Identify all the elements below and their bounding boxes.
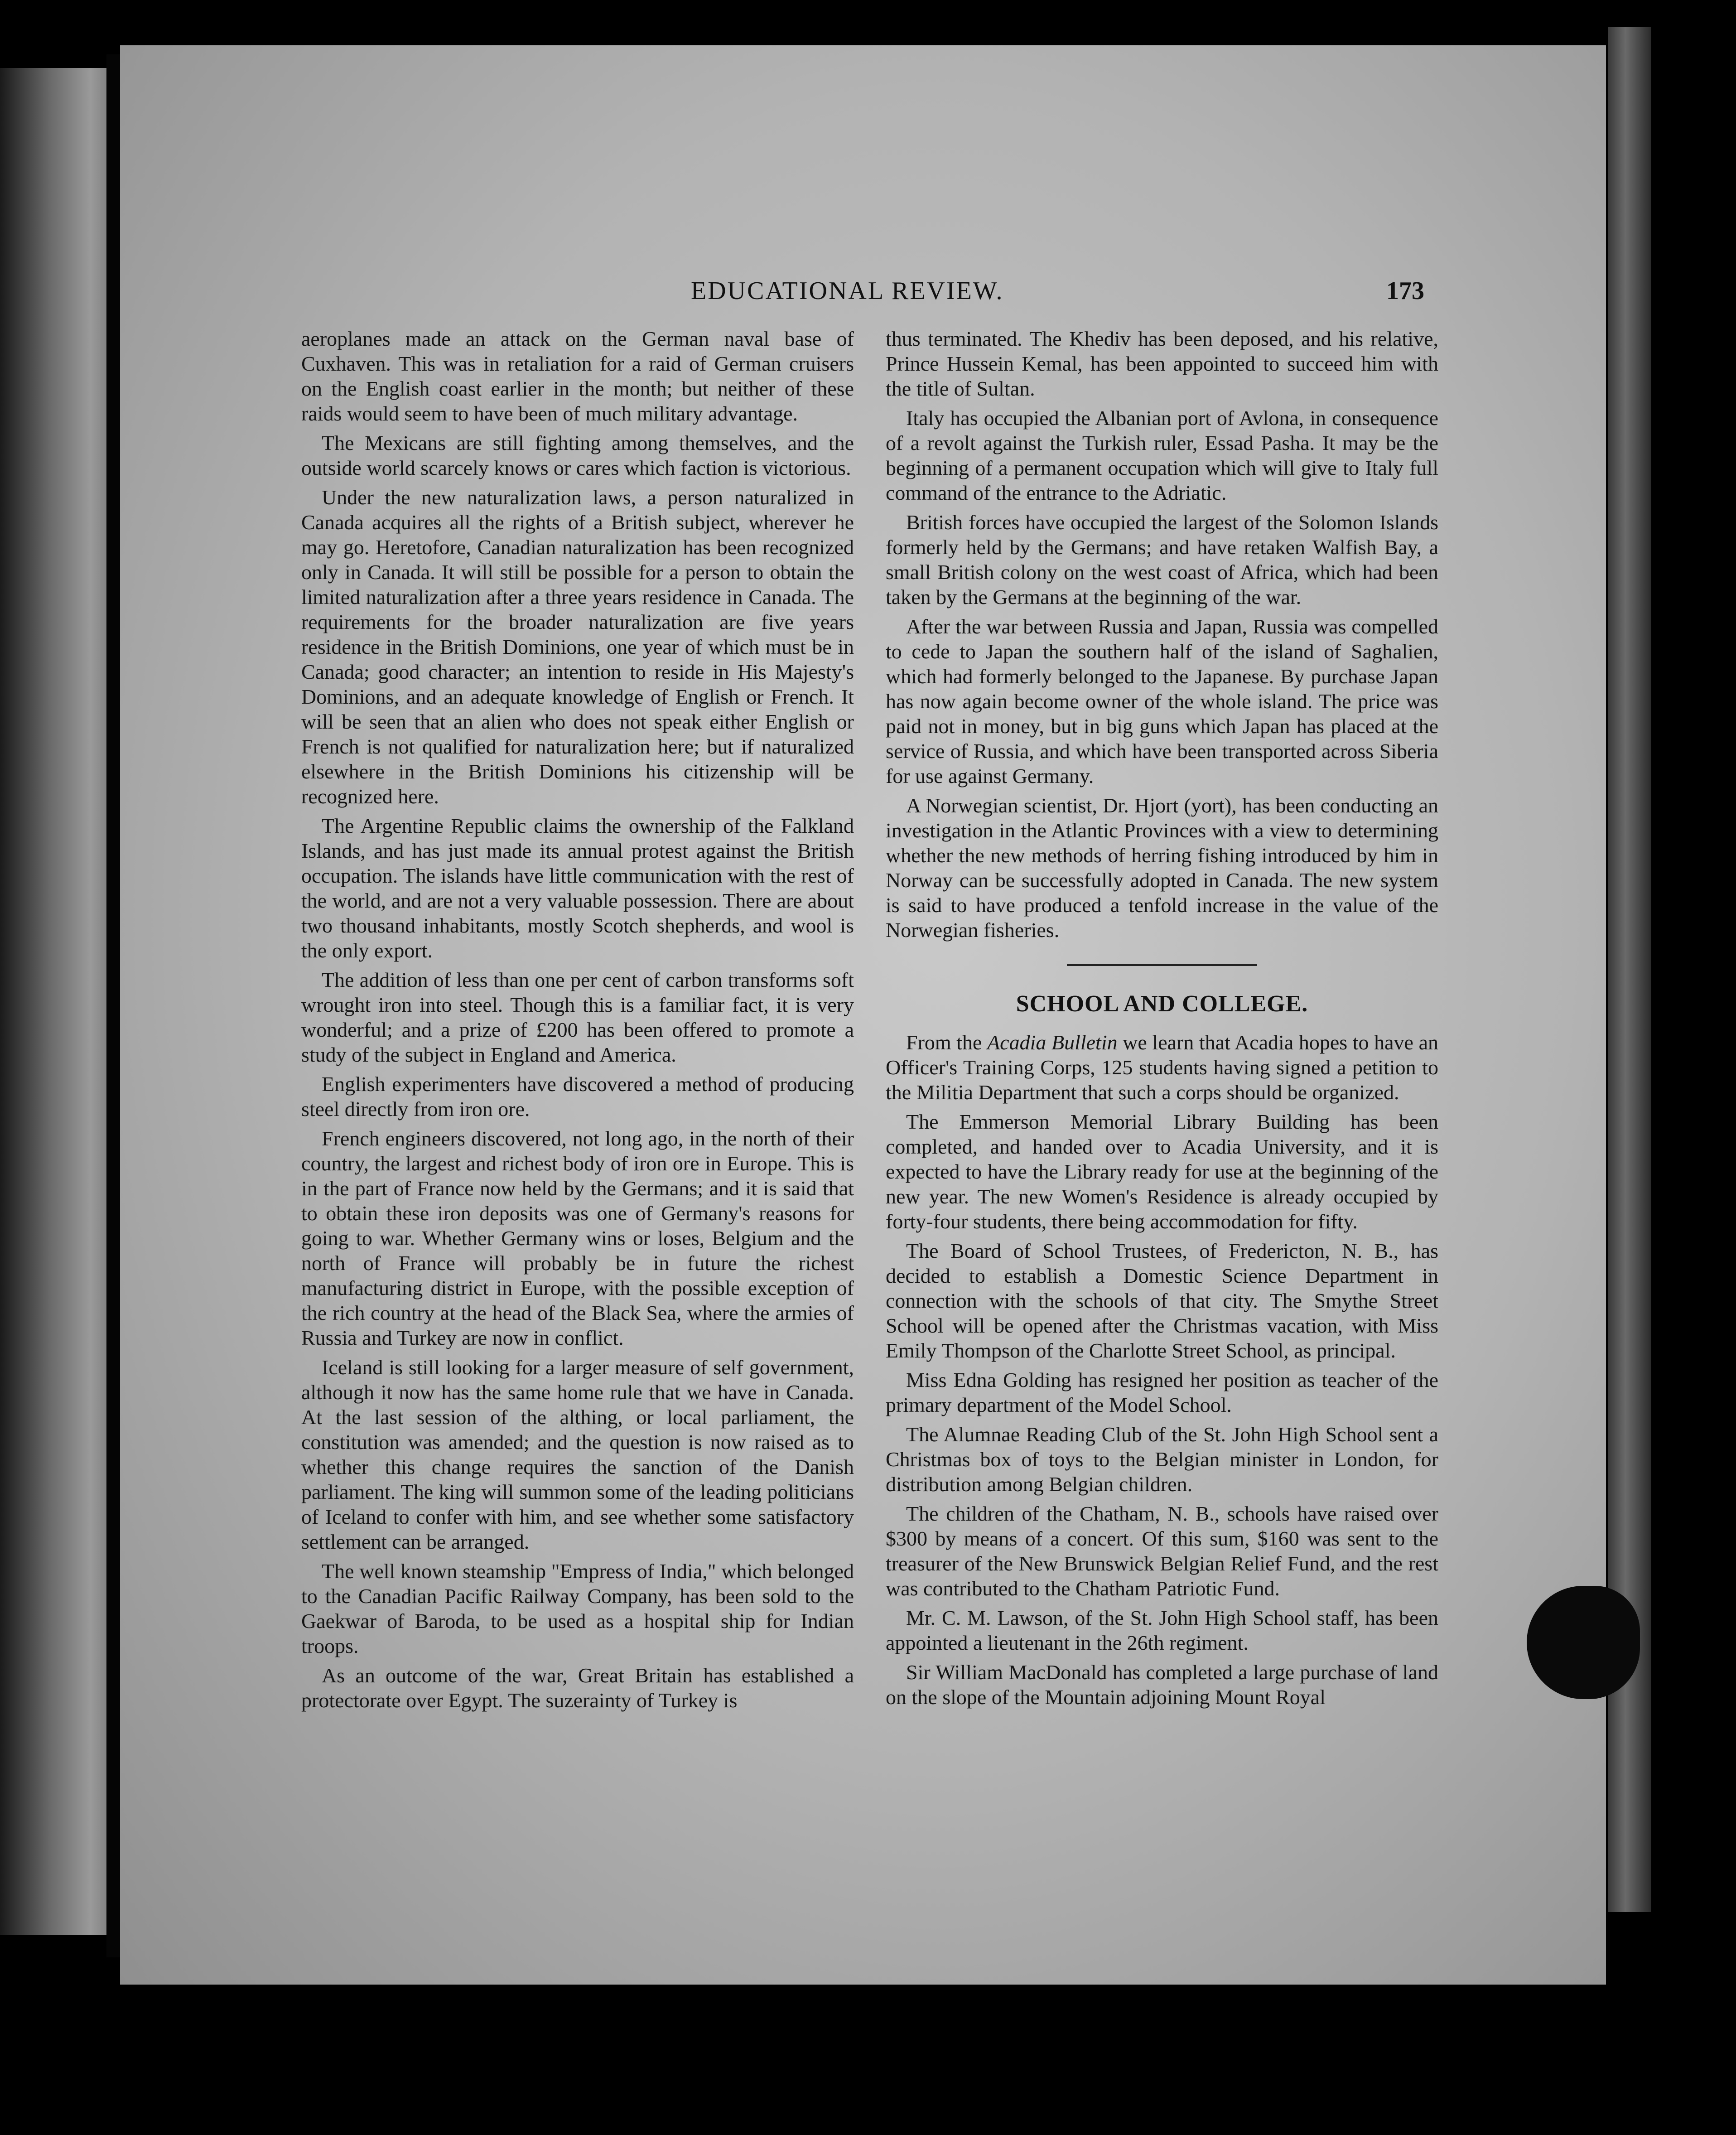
paragraph: The Argentine Republic claims the ownership of the Falkland Islands, and has just made its annual protest against the British occupation. The islands have little communication with the rest of the world, and are not a very valuable possession. There are about two thousand inhabitants, mostly Scotch shepherds, and wool is the only export. bbox=[301, 814, 854, 962]
paragraph: Miss Edna Golding has resigned her position as teacher of the primary department of the Model School. bbox=[886, 1368, 1438, 1416]
facing-page-edge bbox=[0, 68, 113, 1935]
page-number: 173 bbox=[1386, 277, 1424, 305]
paragraph: The well known steamship "Empress of India," which belonged to the Canadian Pacific Railway Company, has been sold to the Gaekwar of Baroda, to be used as a hospital ship for Indian troops. bbox=[301, 1560, 854, 1657]
right-column bbox=[886, 326, 1438, 1921]
paragraph: The Alumnae Reading Club of the St. John High School sent a Christmas box of toys to the Belgian minister in London, for distribution among Belgian children. bbox=[886, 1423, 1438, 1496]
paragraph: thus terminated. The Khediv has been deposed, and his relative, Prince Hussein Kemal, has been appointed to succeed him with the title of Sultan. bbox=[886, 327, 1438, 400]
paragraph: aeroplanes made an attack on the German naval base of Cuxhaven. This was in retaliation for a raid of German cruisers on the English coast earlier in the month; but neither of these raids would seem to have been of much military advantage. bbox=[301, 327, 854, 425]
paragraph bbox=[886, 1030, 1438, 1105]
paragraph: The Mexicans are still fighting among themselves, and the outside world scarcely knows or cares which faction is victorious. bbox=[301, 431, 854, 479]
paragraph: French engineers discovered, not long ago, in the north of their country, the largest and richest body of iron ore in Europe. This is in the part of France now held by the Germans; and it is said that to obtain these iron deposits was one of Germany's reasons for going to war. Whether Germany wins or loses, Belgium and the north of France will probably be in future the richest manufacturing district in Europe, with the possible exception of the rich country at the head of the Black Sea, where the armies of Russia and Turkey are now in conflict. bbox=[301, 1127, 854, 1349]
journal-title: EDUCATIONAL REVIEW. bbox=[691, 277, 1004, 305]
scanned-page bbox=[120, 45, 1606, 1985]
publication-title: Acadia Bulletin bbox=[987, 1031, 1118, 1054]
paragraph: Sir William MacDonald has completed a large purchase of land on the slope of the Mountain adjoining Mount Royal bbox=[886, 1661, 1438, 1709]
paragraph: The addition of less than one per cent of carbon transforms soft wrought iron into steel. Though this is a familiar fact, it is very wonderful; and a prize of £200 has been offered to promote a study of the subject in England and America. bbox=[301, 968, 854, 1066]
paragraph: Under the new naturalization laws, a person naturalized in Canada acquires all the rights of a British subject, wherever he may go. Heretofore, Canadian naturalization has been recognized only in Canada. It will still be possible for a person to obtain the limited naturalization after a three years residence in Canada. The requirements for the broader naturalization are five years residence in the British Dominions, one year of which must be in Canada; good character; an intention to reside in His Majesty's Dominions, and an adequate knowledge of English or French. It will be seen that an alien who does not speak either English or French is not qualified for naturalization here; but if naturalized elsewhere in the British Dominions his citizenship will be recognized here. bbox=[301, 486, 854, 808]
paragraph: The children of the Chatham, N. B., schools have raised over $300 by means of a concert. Of this sum, $160 was sent to the treasurer of the New Brunswick Belgian Relief Fund, and the rest was contributed to the Chatham Patriotic Fund. bbox=[886, 1502, 1438, 1600]
paragraph: Italy has occupied the Albanian port of Avlona, in consequence of a revolt against the Turkish ruler, Essad Pasha. It may be the beginning of a permanent occupation which will give to Italy full command of the entrance to the Adriatic. bbox=[886, 406, 1438, 504]
paragraph: Iceland is still looking for a larger measure of self government, although it now has the same home rule that we have in Canada. At the last session of the althing, or local parliament, the constitution was amended; and the question is now raised as to whether this change requires the sanction of the Danish parliament. The king will summon some of the leading politicians of Iceland to confer with him, and see whether some satisfactory settlement can be arranged. bbox=[301, 1356, 854, 1553]
book-gutter bbox=[106, 54, 120, 1957]
paragraph: Mr. C. M. Lawson, of the St. John High School staff, has been appointed a lieutenant in the 26th regiment. bbox=[886, 1606, 1438, 1654]
running-header bbox=[120, 276, 1606, 326]
text-run: From the bbox=[906, 1031, 988, 1054]
section-heading: SCHOOL AND COLLEGE. bbox=[1016, 991, 1308, 1017]
paragraph: British forces have occupied the largest of the Solomon Islands formerly held by the Germans; and have retaken Walfish Bay, a small British colony on the west coast of Africa, which had been taken by the Germans at the beginning of the war. bbox=[886, 511, 1438, 609]
section-divider bbox=[1067, 964, 1257, 966]
text-run: we learn that Acadia hopes to have an Officer's Training Corps, 125 students having signed a petition to the Militia Department that such a corps should be organized. bbox=[886, 1031, 1438, 1104]
paragraph: The Emmerson Memorial Library Building has been completed, and handed over to Acadia University, and it is expected to have the Library ready for use at the beginning of the new year. The new Women's Residence is already occupied by forty-four students, there being accommodation for fifty. bbox=[886, 1110, 1438, 1233]
paragraph: As an outcome of the war, Great Britain has established a protectorate over Egypt. The suzerainty of Turkey is bbox=[301, 1664, 854, 1712]
left-column bbox=[301, 326, 854, 1921]
paragraph: A Norwegian scientist, Dr. Hjort (yort), has been conducting an investigation in the Atlantic Provinces with a view to determining whether the new methods of herring fishing introduced by him in Norway can be successfully adopted in Canada. The new system is said to have produced a tenfold increase in the value of the Norwegian fisheries. bbox=[886, 794, 1438, 942]
paragraph: After the war between Russia and Japan, Russia was compelled to cede to Japan the southern half of the island of Saghalien, which had formerly belonged to the Japanese. By purchase Japan has now again become owner of the whole island. The price was paid not in money, but in big guns which Japan has placed at the service of Russia, and which have been transported across Siberia for use against Germany. bbox=[886, 615, 1438, 787]
paragraph: English experimenters have discovered a method of producing steel directly from iron ore. bbox=[301, 1072, 854, 1121]
paragraph: The Board of School Trustees, of Fredericton, N. B., has decided to establish a Domestic Science Department in connection with the schools of that city. The Smythe Street School will be opened after the Christmas vacation, with Miss Emily Thompson of the Charlotte Street School, as principal. bbox=[886, 1239, 1438, 1362]
thumb-shadow bbox=[1527, 1586, 1640, 1699]
